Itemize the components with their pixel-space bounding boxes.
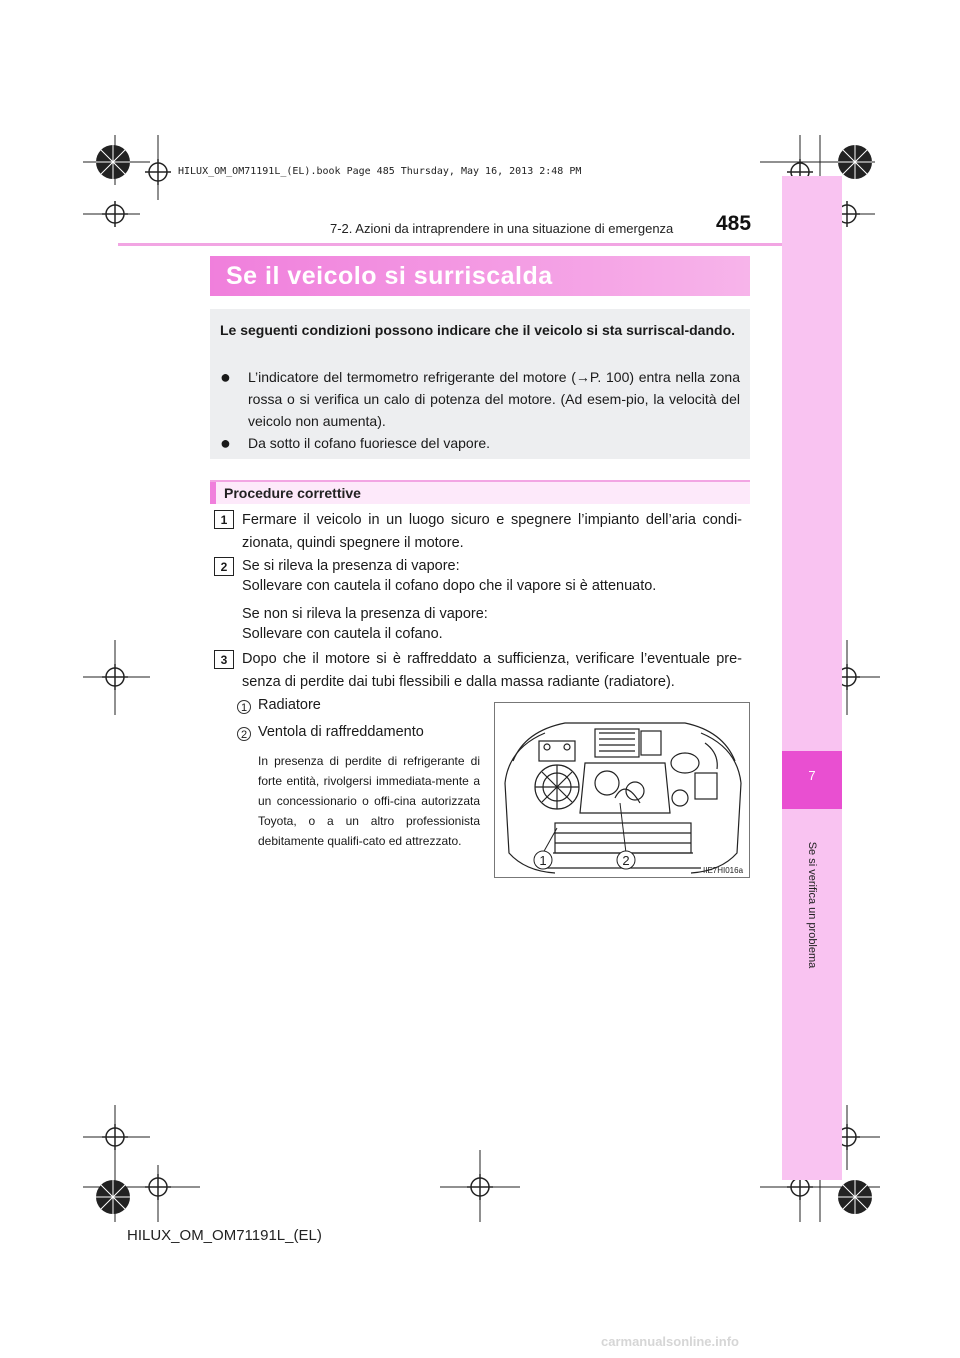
step-number: 3 xyxy=(214,650,234,669)
legend-number: 2 xyxy=(237,727,251,741)
chapter-tab-number: 7 xyxy=(808,768,816,783)
step-text: Se non si rileva la presenza di vapore: xyxy=(242,606,488,622)
legend-label: Ventola di raffreddamento xyxy=(258,724,424,740)
header-rule xyxy=(118,243,782,246)
intro-bullet xyxy=(220,433,740,455)
step-text: Sollevare con cautela il cofano dopo che il vapore si è attenuato. xyxy=(242,578,657,594)
chapter-heading: 7-2. Azioni da intraprendere in una situazione di emergenza xyxy=(330,221,674,236)
engine-illustration xyxy=(494,702,750,878)
page-title: Se il veicolo si surriscalda xyxy=(226,262,553,290)
watermark: carmanualsonline.info xyxy=(601,1334,739,1349)
chapter-tab-label: Se si verifica un problema xyxy=(806,841,818,969)
callout-2: 2 xyxy=(622,853,630,868)
legend-number: 1 xyxy=(237,700,251,714)
file-stamp: HILUX_OM_OM71191L_(EL).book Page 485 Thursday, May 16, 2013 2:48 PM xyxy=(178,166,582,177)
intro-bullet xyxy=(220,367,740,429)
step-number: 2 xyxy=(214,557,234,576)
bullet-text: L’indicatore del termometro refrigerante del motore (→P. 100) entra nella zona rossa o si verifica un calo di potenza del motore. (Ad esem-pio, la velocità del veicolo non aumenta). xyxy=(248,369,740,429)
legend-label: Radiatore xyxy=(258,697,321,713)
step-text: Sollevare con cautela il cofano. xyxy=(242,626,443,642)
section-marker xyxy=(210,482,216,504)
bullet-dot: ● xyxy=(220,433,231,453)
engine-bay-drawing xyxy=(495,703,749,877)
page-number: 485 xyxy=(716,212,752,235)
step-text: Se si rileva la presenza di vapore: xyxy=(242,558,460,574)
intro-lead: Le seguenti condizioni possono indicare che il veicolo si sta surriscal-dando. xyxy=(220,322,736,338)
note-text: In presenza di perdite di refrigerante di forte entità, rivolgersi immediata-mente a un concessionario o offi-cina autorizzata Toyota, o a un altro professionista debitamente qualifi-cato ed attrezzato. xyxy=(258,754,480,848)
bullet-dot: ● xyxy=(220,367,231,387)
callout-1: 1 xyxy=(539,853,547,868)
bullet-text: Da sotto il cofano fuoriesce del vapore. xyxy=(248,435,491,451)
illustration-code: IIE7HI016a xyxy=(703,866,744,875)
step-number: 1 xyxy=(214,510,234,529)
footer-code: HILUX_OM_OM71191L_(EL) xyxy=(127,1227,322,1244)
section-title: Procedure correttive xyxy=(224,485,361,501)
step-text: Dopo che il motore si è raffreddato a sufficienza, verificare l’eventuale pre-senza di perdite dai tubi flessibili e dalla massa radiante (radiatore). xyxy=(242,651,742,690)
step-text: Fermare il veicolo in un luogo sicuro e spegnere l’impianto dell’aria condi-zionata, quindi spegnere il motore. xyxy=(242,512,742,551)
chapter-tab-strip xyxy=(782,176,842,1180)
